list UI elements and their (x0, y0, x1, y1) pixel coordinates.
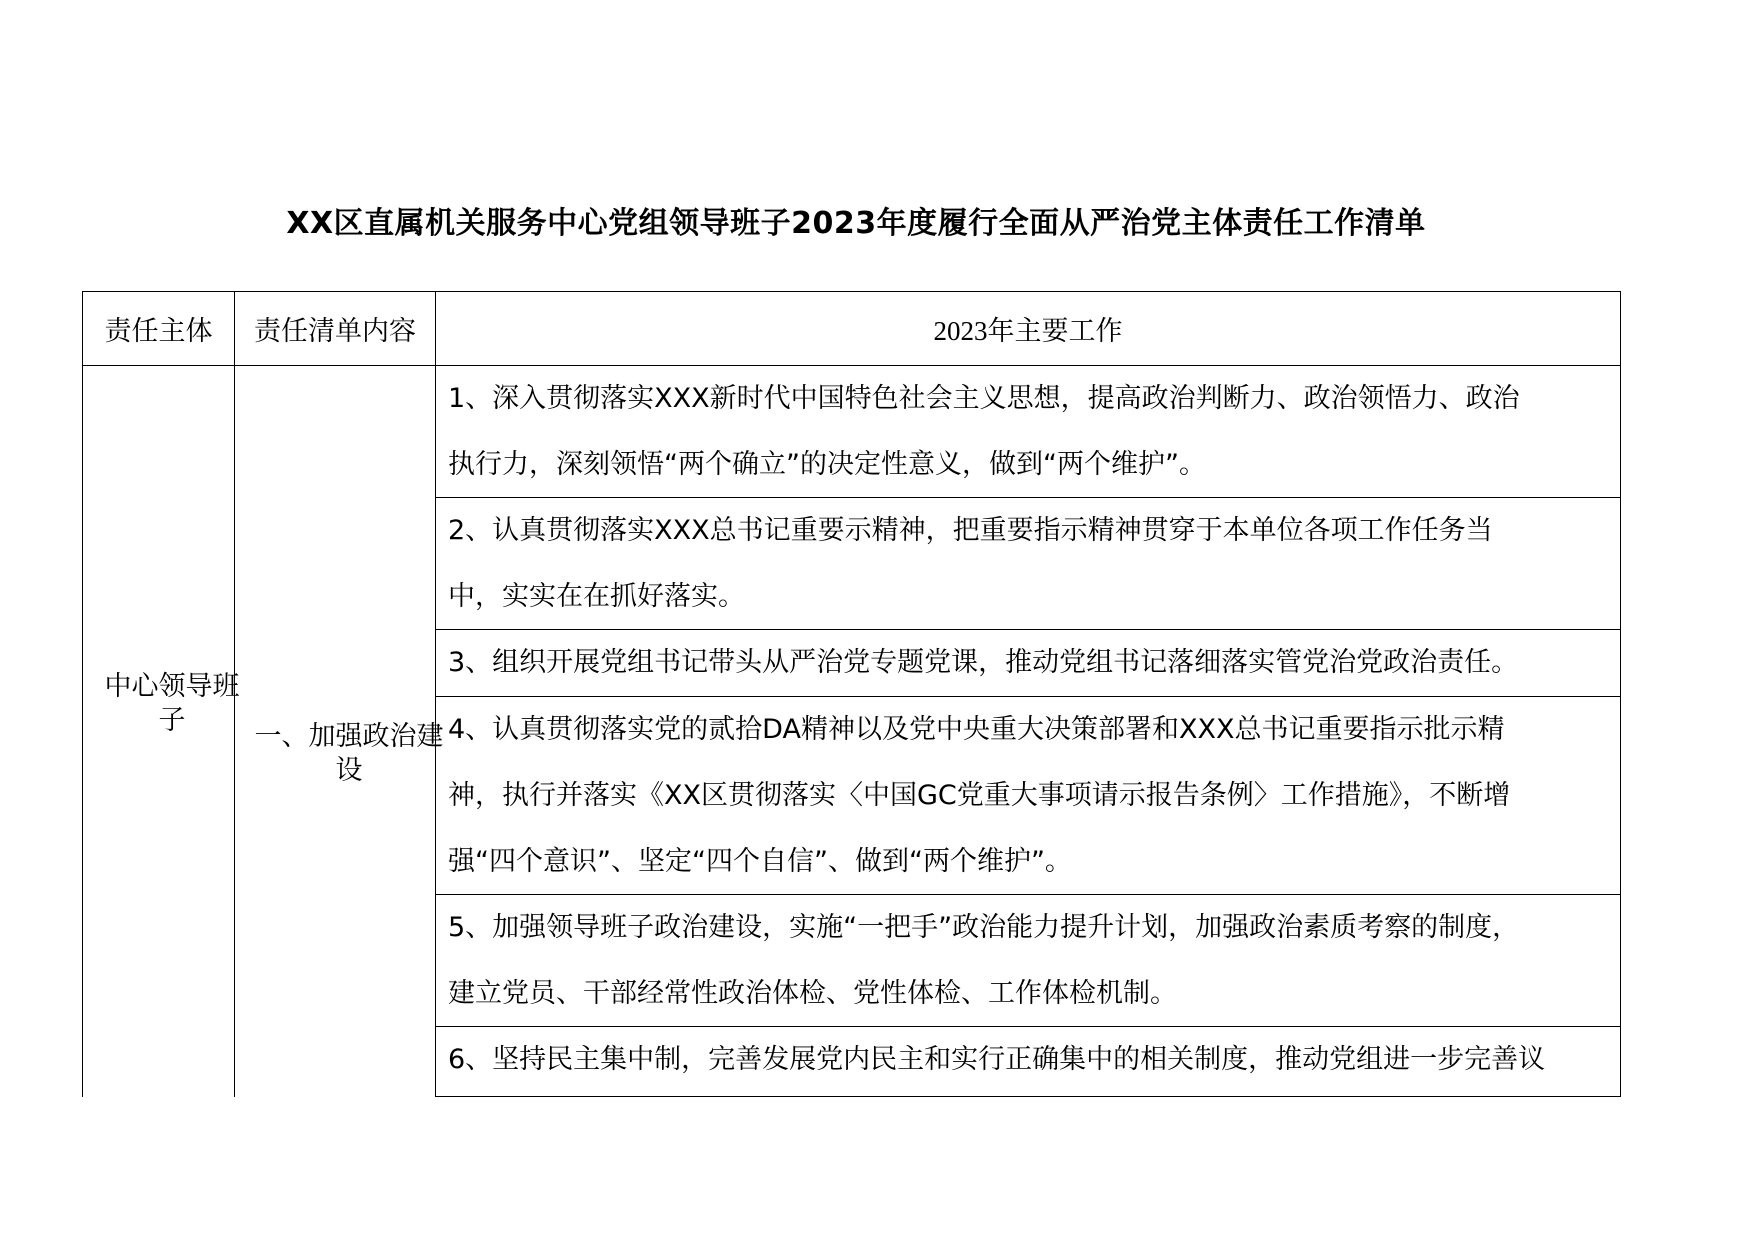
work-item-1-line-2: 执行力，深刻领悟“两个确立”的决定性意义，做到“两个维护”。 (448, 449, 1206, 480)
work-item-3-line-1: 3、组织开展党组书记带头从严治党专题党课，推动党组书记落细落实管党治党政治责任。 (448, 647, 1519, 678)
document-title: XX区直属机关服务中心党组领导班子2023年度履行全面从严治党主体责任工作清单 (286, 206, 1426, 241)
work-item-4 (435, 697, 1621, 895)
work-item-5 (435, 895, 1621, 1027)
work-item-4-line-3: 强“四个意识”、坚定“四个自信”、做到“两个维护”。 (448, 846, 1072, 877)
header-work: 2023年主要工作 (435, 291, 1621, 366)
work-item-4-line-2: 神，执行并落实《XX区贯彻落实〈中国GC党重大事项请示报告条例〉工作措施》，不断增 (448, 780, 1511, 811)
subject-text: 中心领导班 子 (104, 671, 240, 736)
subject-label (92, 670, 252, 738)
work-item-5-line-1: 5、加强领导班子政治建设，实施“一把手”政治能力提升计划，加强政治素质考察的制度， (448, 912, 1520, 943)
section-label (244, 720, 454, 788)
work-item-2 (435, 498, 1621, 630)
work-item-6 (435, 1027, 1621, 1097)
work-item-1 (435, 366, 1621, 498)
section-text: 一、加强政治建 设 (254, 721, 444, 786)
work-item-6-line-1: 6、坚持民主集中制，完善发展党内民主和实行正确集中的相关制度，推动党组进一步完善议 (448, 1044, 1546, 1075)
work-item-1-line-1: 1、深入贯彻落实XXX新时代中国特色社会主义思想，提高政治判断力、政治领悟力、政治 (448, 383, 1520, 414)
work-item-2-line-1: 2、认真贯彻落实XXX总书记重要示精神，把重要指示精神贯穿于本单位各项工作任务当 (448, 515, 1493, 546)
header-subject: 责任主体 (82, 291, 234, 366)
work-item-2-line-2: 中，实实在在抓好落实。 (448, 581, 745, 612)
work-item-3 (435, 630, 1621, 697)
work-item-4-line-1: 4、认真贯彻落实党的贰拾DA精神以及党中央重大决策部署和XXX总书记重要指示批示精 (448, 714, 1505, 745)
work-item-5-line-2: 建立党员、干部经常性政治体检、党性体检、工作体检机制。 (448, 978, 1177, 1009)
header-content: 责任清单内容 (234, 291, 435, 366)
